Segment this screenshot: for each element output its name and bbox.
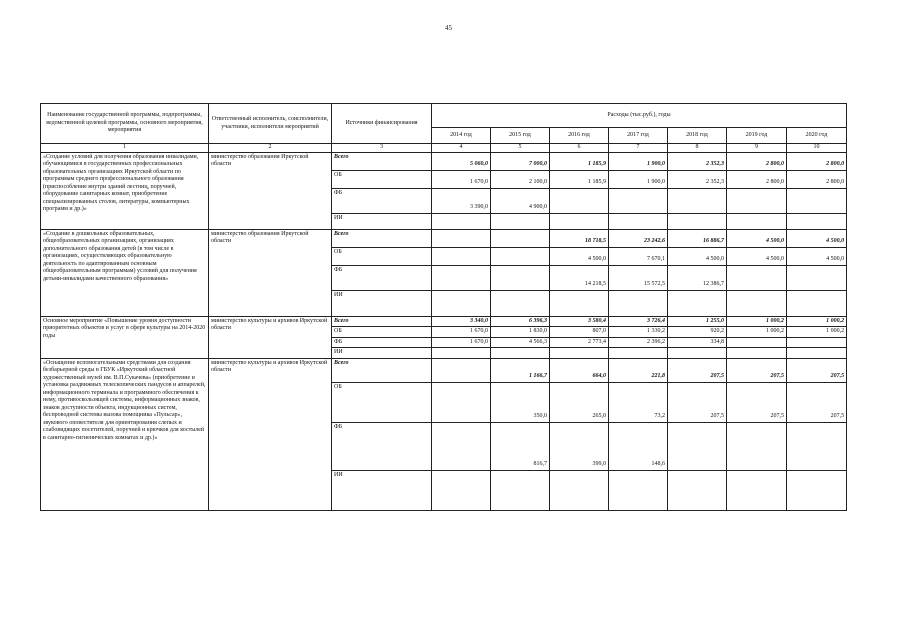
expense-value: 2 800,0	[727, 170, 787, 188]
expense-value	[491, 265, 550, 290]
expense-value: 4 500,0	[787, 229, 847, 247]
table-row	[41, 316, 847, 327]
expense-value: 3 390,0	[432, 188, 491, 213]
column-number: 9	[727, 144, 787, 153]
expense-value: 18 718,5	[550, 229, 609, 247]
expense-value: 14 218,5	[550, 265, 609, 290]
funding-source: ФБ	[332, 422, 432, 470]
table-row	[41, 229, 847, 247]
expense-value: 1 000,2	[787, 327, 847, 338]
expense-value: 4 500,0	[787, 247, 847, 265]
expense-value: 1 000,2	[787, 316, 847, 327]
expense-value	[432, 358, 491, 382]
expense-value: 23 242,6	[609, 229, 668, 247]
expenses-table	[40, 103, 847, 511]
funding-source: Всего	[332, 358, 432, 382]
expense-value	[787, 348, 847, 359]
expense-value: 1 330,2	[609, 327, 668, 338]
expense-value	[550, 213, 609, 229]
expense-value	[668, 422, 727, 470]
expense-value: 207,5	[727, 358, 787, 382]
expense-value	[727, 422, 787, 470]
funding-source: ФБ	[332, 265, 432, 290]
header-name: Наименование государственной программы, подпрограммы, ведомственной целевой программы, основного мероприятия, мероприятия	[41, 104, 209, 144]
expense-value: 2 100,0	[491, 170, 550, 188]
expense-value: 1 185,9	[550, 170, 609, 188]
expense-value: 16 886,7	[668, 229, 727, 247]
expense-value	[727, 470, 787, 510]
expense-value: 2 352,3	[668, 152, 727, 170]
expense-value	[432, 382, 491, 422]
column-number: 8	[668, 144, 727, 153]
expense-value: 1 000,2	[727, 327, 787, 338]
expense-value: 1 166,7	[491, 358, 550, 382]
expense-value	[432, 290, 491, 316]
funding-source: ФБ	[332, 337, 432, 348]
expense-value: 2 773,4	[550, 337, 609, 348]
expense-value: 334,8	[668, 337, 727, 348]
expense-value: 3 340,0	[432, 316, 491, 327]
expense-value	[550, 470, 609, 510]
expense-value	[727, 290, 787, 316]
expense-value: 1 255,0	[668, 316, 727, 327]
expense-value: 2 800,0	[787, 170, 847, 188]
expense-value: 7 670,1	[609, 247, 668, 265]
expense-value: 5 060,0	[432, 152, 491, 170]
expense-value: 1 670,0	[432, 327, 491, 338]
measure-name: «Создание условий для получения образования инвалидами, обучающимися в государственных профессиональных образовательных организациях Иркутской области по программам среднего профессионального образования (приспособление внутри зданий лестниц, поручней, оборудование санитарных комнат, приобретение специализированных столов, литературы, компьютерных программ и др.)»	[41, 152, 209, 229]
expense-value: 816,7	[491, 422, 550, 470]
expense-value	[432, 348, 491, 359]
expense-value: 1 670,0	[432, 170, 491, 188]
expense-value: 4 566,3	[491, 337, 550, 348]
table-row	[41, 152, 847, 170]
column-number: 7	[609, 144, 668, 153]
funding-source: ОБ	[332, 170, 432, 188]
expense-value	[668, 348, 727, 359]
expense-value	[609, 348, 668, 359]
expense-value: 265,0	[550, 382, 609, 422]
funding-source: ИИ	[332, 348, 432, 359]
expense-value: 399,0	[550, 422, 609, 470]
expense-value	[491, 247, 550, 265]
expense-value: 148,6	[609, 422, 668, 470]
year-header: 2015 год	[491, 128, 550, 144]
measure-name: «Оснащение вспомогательными средствами для создания безбарьерной среды в ГБУК «Иркутский областной художественный музей им. В.П.Сукачева» (приобретение и установка раздвижных телескопических пандусов и аппарелей, информационного терминала и программного обеспечения к нему, противоскользящей системы, информационных знаков, знаков доступности объекта, индукционных систем, беспроводной системы вызова помощника «Пульсар», звукового оповестителя для ориентирования слепых и слабовидящих посетителей, поручней и крючков для костылей в санитарно-гигиенических комнатах и др.)»	[41, 358, 209, 510]
funding-source: Всего	[332, 229, 432, 247]
expense-value	[787, 265, 847, 290]
funding-source: ИИ	[332, 470, 432, 510]
expense-value: 2 396,2	[609, 337, 668, 348]
column-number: 6	[550, 144, 609, 153]
expenses-table-container	[40, 103, 846, 511]
expense-value	[668, 470, 727, 510]
expense-value	[491, 229, 550, 247]
expense-value: 2 800,0	[787, 152, 847, 170]
expense-value: 6 396,3	[491, 316, 550, 327]
expense-value: 207,5	[787, 358, 847, 382]
expense-value	[432, 470, 491, 510]
header-expenses: Расходы (тыс.руб.), годы	[432, 104, 847, 128]
year-header: 2016 год	[550, 128, 609, 144]
expense-value	[727, 348, 787, 359]
expense-value	[609, 213, 668, 229]
year-header: 2018 год	[668, 128, 727, 144]
expense-value	[787, 188, 847, 213]
expense-value: 4 500,0	[668, 247, 727, 265]
expense-value: 1 185,9	[550, 152, 609, 170]
table-row	[41, 358, 847, 382]
expense-value: 4 500,0	[727, 247, 787, 265]
header-source: Источники финансирования	[332, 104, 432, 144]
expense-value: 1 900,0	[609, 170, 668, 188]
expense-value	[432, 422, 491, 470]
year-header: 2019 год	[727, 128, 787, 144]
expense-value: 73,2	[609, 382, 668, 422]
expense-value	[668, 213, 727, 229]
expense-value	[609, 188, 668, 213]
expense-value: 2 800,0	[727, 152, 787, 170]
responsible-executor: министерство культуры и архивов Иркутской области	[209, 358, 332, 510]
expense-value: 1 000,2	[727, 316, 787, 327]
expense-value	[787, 470, 847, 510]
expense-value	[432, 213, 491, 229]
expense-value	[491, 470, 550, 510]
expense-value	[787, 290, 847, 316]
expense-value	[491, 348, 550, 359]
expense-value	[727, 188, 787, 213]
expense-value	[668, 290, 727, 316]
column-number: 4	[432, 144, 491, 153]
expense-value: 15 572,5	[609, 265, 668, 290]
column-number: 1	[41, 144, 209, 153]
expense-value: 207,5	[668, 358, 727, 382]
expense-value: 207,5	[727, 382, 787, 422]
expense-value: 4 500,0	[727, 229, 787, 247]
expense-value	[432, 229, 491, 247]
expense-value: 4 500,0	[550, 247, 609, 265]
expense-value	[787, 213, 847, 229]
expense-value: 1 900,0	[609, 152, 668, 170]
funding-source: Всего	[332, 152, 432, 170]
funding-source: ФБ	[332, 188, 432, 213]
expense-value: 3 580,4	[550, 316, 609, 327]
responsible-executor: министерство образования Иркутской области	[209, 152, 332, 229]
expense-value	[491, 213, 550, 229]
expense-value: 3 726,4	[609, 316, 668, 327]
expense-value	[550, 348, 609, 359]
expense-value	[550, 188, 609, 213]
expense-value: 1 830,0	[491, 327, 550, 338]
year-header: 2014 год	[432, 128, 491, 144]
responsible-executor: министерство образования Иркутской области	[209, 229, 332, 316]
expense-value: 350,0	[491, 382, 550, 422]
expense-value	[668, 188, 727, 213]
expense-value	[727, 265, 787, 290]
expense-value: 7 000,0	[491, 152, 550, 170]
expense-value	[787, 337, 847, 348]
measure-name: «Создание в дошкольных образовательных, общеобразовательных организациях, организациях дополнительного образования детей (в том числе в организациях, осуществляющих образовательную деятельность по адаптированным основным общеобразовательным программам) условий для получения детьми-инвалидами качественного образования»	[41, 229, 209, 316]
expense-value: 207,5	[787, 382, 847, 422]
expense-value: 12 386,7	[668, 265, 727, 290]
funding-source: ИИ	[332, 290, 432, 316]
expense-value	[787, 422, 847, 470]
funding-source: ОБ	[332, 327, 432, 338]
expense-value: 4 900,0	[491, 188, 550, 213]
expense-value: 920,2	[668, 327, 727, 338]
expense-value: 207,5	[668, 382, 727, 422]
funding-source: Всего	[332, 316, 432, 327]
expense-value	[432, 265, 491, 290]
expense-value: 1 670,0	[432, 337, 491, 348]
page-number: 45	[445, 24, 452, 32]
expense-value	[550, 290, 609, 316]
measure-name: Основное мероприятие «Повышение уровня доступности приоритетных объектов и услуг в сфере культуры на 2014-2020 годы	[41, 316, 209, 358]
funding-source: ИИ	[332, 213, 432, 229]
expense-value	[432, 247, 491, 265]
column-number: 5	[491, 144, 550, 153]
funding-source: ОБ	[332, 247, 432, 265]
year-header: 2017 год	[609, 128, 668, 144]
year-header: 2020 год	[787, 128, 847, 144]
column-number: 2	[209, 144, 332, 153]
expense-value	[609, 470, 668, 510]
expense-value: 2 352,3	[668, 170, 727, 188]
column-number: 10	[787, 144, 847, 153]
funding-source: ОБ	[332, 382, 432, 422]
expense-value: 664,0	[550, 358, 609, 382]
expense-value	[491, 290, 550, 316]
expense-value	[727, 213, 787, 229]
header-responsible: Ответственный исполнитель, соисполнители, участники, исполнители мероприятий	[209, 104, 332, 144]
responsible-executor: министерство культуры и архивов Иркутской области	[209, 316, 332, 358]
expense-value	[609, 290, 668, 316]
expense-value: 221,8	[609, 358, 668, 382]
expense-value: 807,0	[550, 327, 609, 338]
column-number: 3	[332, 144, 432, 153]
expense-value	[727, 337, 787, 348]
